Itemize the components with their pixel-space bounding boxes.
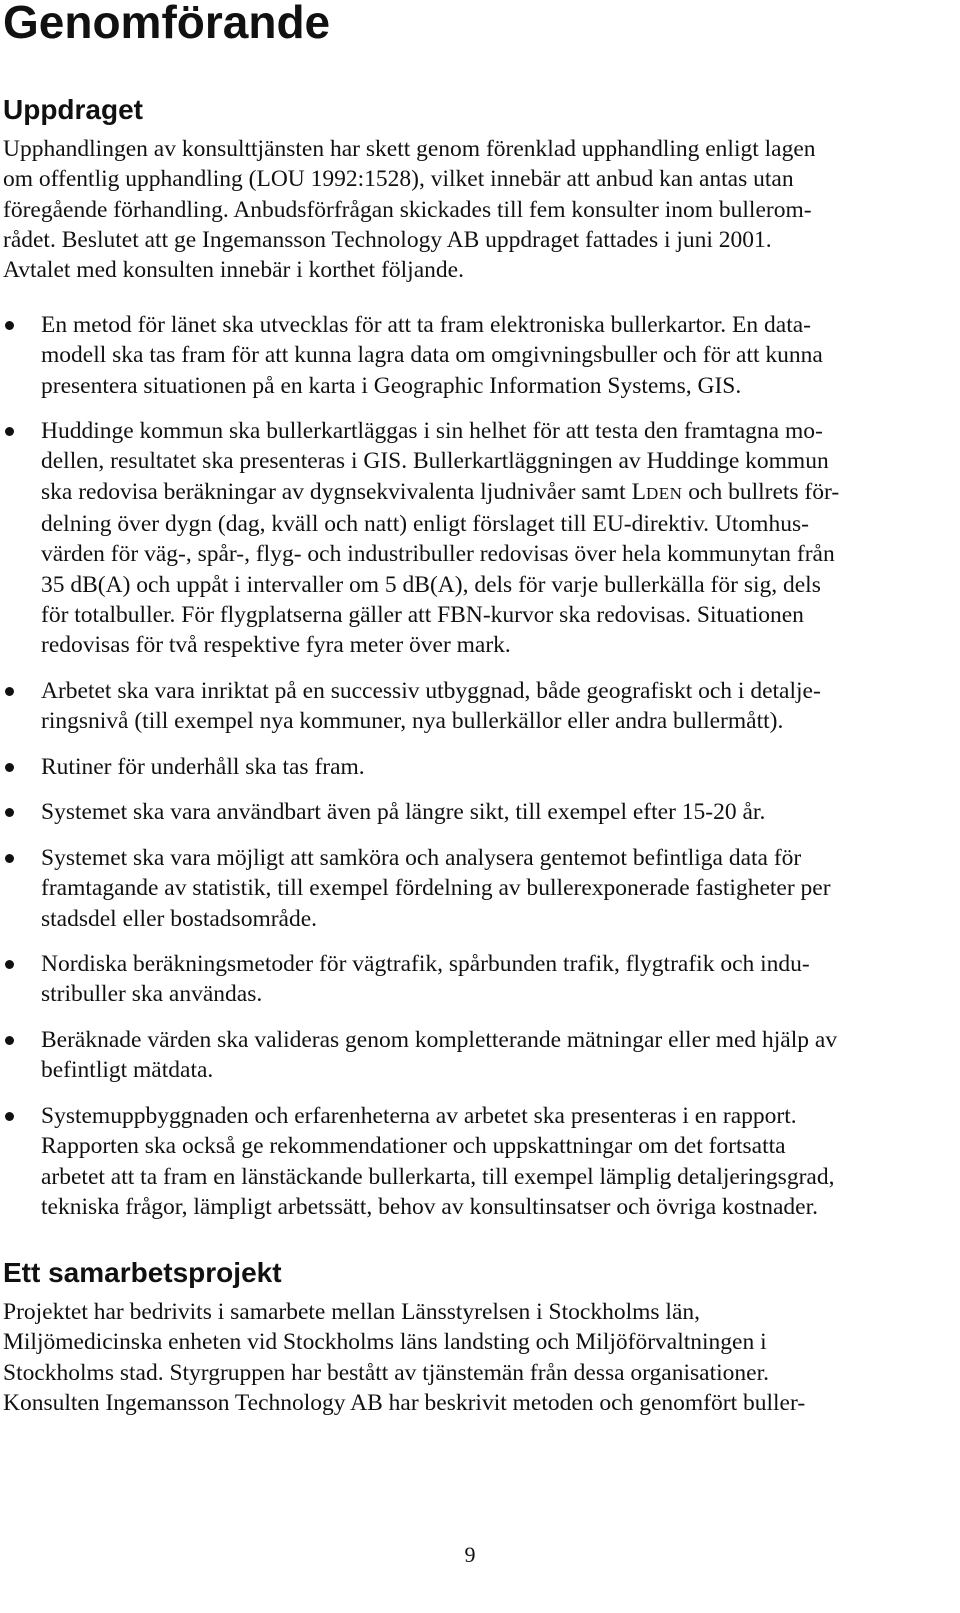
text-line: En metod för länet ska utvecklas för att ta fram elektroniska bullerkartor. En data- <box>41 312 811 338</box>
list-item <box>0 416 950 660</box>
text-line: Arbetet ska vara inriktat på en successiv utbyggnad, både geografiskt och i detalje- <box>41 677 821 704</box>
text-line: redovisas för två respektive fyra meter över mark. <box>41 632 511 659</box>
text-line: modell ska tas fram för att kunna lagra data om omgivningsbuller och för att kunna <box>41 342 823 369</box>
text-line: ringsnivå (till exempel nya kommuner, nya bullerkällor eller andra bullermått). <box>41 708 784 735</box>
text-line: Systemet ska vara möjligt att samköra och analysera gentemot befintliga data för <box>41 844 802 871</box>
bullet-icon <box>5 808 14 817</box>
list-item <box>0 949 950 1010</box>
bullet-icon <box>5 687 14 696</box>
list-item <box>0 797 950 827</box>
bullet-icon <box>5 763 14 772</box>
bullet-icon <box>5 1112 14 1121</box>
text-line: Projektet har bedrivits i samarbete mellan Länsstyrelsen i Stockholms län, <box>3 1299 701 1325</box>
text-line: föregående förhandling. Anbudsförfrågan skickades till fem konsulter inom bullerom- <box>3 196 812 223</box>
text-line: rådet. Beslutet att ge Ingemansson Technology AB uppdraget fattades i juni 2001. <box>3 226 772 253</box>
text-line: Huddinge kommun ska bullerkartläggas i sin helhet för att testa den framtagna mo- <box>41 418 823 445</box>
list-item <box>0 1025 950 1086</box>
bullet-icon <box>5 321 14 330</box>
list-item <box>0 676 950 737</box>
text-line: stadsdel eller bostadsområde. <box>41 905 318 932</box>
text-line: Systemuppbyggnaden och erfarenheterna av arbetet ska presenteras i en rapport. <box>41 1102 797 1129</box>
text-line: värden för väg-, spår-, flyg- och industribuller redovisas över hela kommunytan från <box>41 541 835 568</box>
text-line: Avtalet med konsulten innebär i korthet följande. <box>3 257 464 284</box>
text-line: 35 dB(A) och uppåt i intervaller om 5 dB(A), dels för varje bullerkälla för sig, dels <box>41 571 821 598</box>
page-number: 9 <box>464 1542 476 1567</box>
list-item <box>0 310 950 401</box>
text-line: Beräknade värden ska valideras genom kompletterande mätningar eller med hjälp av <box>41 1027 838 1054</box>
text-line: Miljömedicinska enheten vid Stockholms läns landsting och Miljöförvaltningen i <box>3 1329 767 1356</box>
list-item <box>0 843 950 934</box>
lden-subscript: DEN <box>645 483 683 503</box>
text-line-with-lden <box>41 477 950 509</box>
bullet-icon <box>5 854 14 863</box>
bullet-icon <box>5 1036 14 1045</box>
bullet-icon <box>5 427 14 436</box>
text-line: tekniska frågor, lämpligt arbetssätt, behov av konsultinsatser och övriga kostnader. <box>41 1193 818 1220</box>
text-line: Rutiner för underhåll ska tas fram. <box>41 753 365 780</box>
text-line: Upphandlingen av konsulttjänsten har skett genom förenklad upphandling enligt lagen <box>3 136 816 162</box>
list-item <box>0 1101 950 1222</box>
text-line: delning över dygn (dag, kväll och natt) enligt förslaget till EU-direktiv. Utomhus- <box>41 511 809 538</box>
text-line: för totalbuller. För flygplatserna gäller att FBN-kurvor ska redovisas. Situationen <box>41 601 804 628</box>
text-segment: och bullrets för- <box>682 478 840 505</box>
text-line: Stockholms stad. Styrgruppen har bestått av tjänstemän från dessa organisationer. <box>3 1359 769 1386</box>
text-line: arbetet att ta fram en länstäckande bullerkarta, till exempel lämplig detaljeringsgrad, <box>41 1163 835 1190</box>
collaboration-paragraph <box>3 1297 933 1418</box>
text-line: Rapporten ska också ge rekommendationer och uppskattningar om det fortsatta <box>41 1133 786 1160</box>
page-title: Genomförande <box>3 0 331 48</box>
text-line: presentera situationen på en karta i Geographic Information Systems, GIS. <box>41 372 742 399</box>
text-line: om offentlig upphandling (LOU 1992:1528), vilket innebär att anbud kan antas utan <box>3 166 794 193</box>
text-segment: ska redovisa beräkningar av dygnsekvivalenta ljudnivåer samt L <box>41 478 646 505</box>
section-heading-samarbetsprojekt: Ett samarbetsprojekt <box>3 1257 282 1288</box>
requirements-list <box>0 310 950 1237</box>
text-line: Nordiska beräkningsmetoder för vägtrafik, spårbunden trafik, flygtrafik och indu- <box>41 951 810 978</box>
text-line: befintligt mätdata. <box>41 1057 214 1084</box>
section-heading-uppdraget: Uppdraget <box>3 94 143 125</box>
text-line: stribuller ska användas. <box>41 981 263 1008</box>
text-line: framtagande av statistik, till exempel fördelning av bullerexponerade fastigheter per <box>41 875 831 902</box>
intro-paragraph <box>3 134 933 285</box>
text-line: dellen, resultatet ska presenteras i GIS. Bullerkartläggningen av Huddinge kommun <box>41 448 829 475</box>
text-line: Systemet ska vara användbart även på längre sikt, till exempel efter 15-20 år. <box>41 799 766 826</box>
bullet-icon <box>5 960 14 969</box>
text-line: Konsulten Ingemansson Technology AB har beskrivit metoden och genomfört buller- <box>3 1389 806 1416</box>
list-item <box>0 752 950 782</box>
